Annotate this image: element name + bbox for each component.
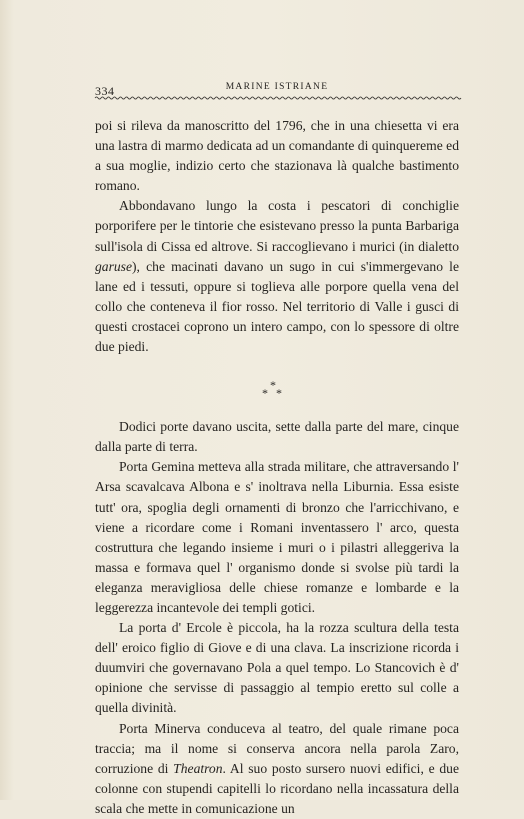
- text-run: Dodici porte davano uscita, sette dalla parte del mare, cinque dalla parte di terra.: [95, 419, 459, 455]
- text-run: La porta d' Ercole è piccola, ha la rozza scultura della testa dell' eroico figlio di Giove e di una clava. La inscrizione ricorda i duumviri che governavano Pola a quel tempo. Lo Stancovich è d' opinione che servisse di passaggio al tempio eretto sul colle a quella divinità.: [95, 620, 459, 716]
- paragraph: [95, 196, 459, 357]
- asterism-divider: * * *: [262, 378, 282, 401]
- paragraph: [95, 116, 459, 196]
- paragraph: [95, 618, 459, 718]
- text-run: . Al suo posto sursero nuovi edifici, e due colonne con stupendi capitelli lo ricordano nella incassatura della scala che mette in comunicazione un: [95, 760, 459, 816]
- paragraph: [95, 417, 459, 457]
- body-text: [95, 116, 459, 819]
- text-run: ), che macinati davano un sugo in cui s'immergevano le lane ed i tessuti, oppure si toglieva alle porpore quella vena del collo che conteneva il fior rosso. Nel territorio di Valle i gusci di questi crostacei coprono un intero campo, con lo spessore di oltre due piedi.: [95, 258, 459, 355]
- text-run: poi si rileva da manoscritto del 1796, che in una chiesetta vi era una lastra di marmo dedicata ad un comandante di quinquereme ed a sua moglie, indizio certo che stazionava là qualche bastimento romano.: [95, 118, 459, 194]
- italic-term: Theatron: [173, 760, 223, 776]
- paragraph: [95, 719, 459, 819]
- page-number: 334: [95, 84, 115, 98]
- page-header: [95, 80, 459, 102]
- paragraph: [95, 457, 459, 618]
- text-run: Porta Minerva conduceva al teatro, del quale rimane poca traccia; ma il nome si conserva ancora nella parola Zaro, corruzione di: [95, 720, 459, 776]
- running-title: MARINE ISTRIANE: [225, 82, 329, 92]
- wavy-header-rule: [95, 94, 459, 102]
- italic-term: garuse: [95, 258, 133, 274]
- text-run: Porta Gemina metteva alla strada militare, che attraversando l' Arsa scavalcava Albona e s' inoltrava nella Liburnia. Essa esiste tutt' ora, spoglia degli ornamenti di bronzo che l'arricchivano, e viene a ricordare come i Romani inventassero l' arco, questa costruttura che legando insieme i muri o i pilastri alleggeriva la massa e formava quel l' organismo donde si svolse più tardi la eleganza meravigliosa delle chiese romanze e lombarde e la leggerezza incantevole dei templi gotici.: [95, 459, 459, 615]
- text-run: Abbondavano lungo la costa i pescatori di conchiglie porporifere per le tintorie che esistevano presso la punta Barbariga sull'isola di Cissa ed altrove. Si raccoglievano i murici (in dialetto: [95, 198, 459, 254]
